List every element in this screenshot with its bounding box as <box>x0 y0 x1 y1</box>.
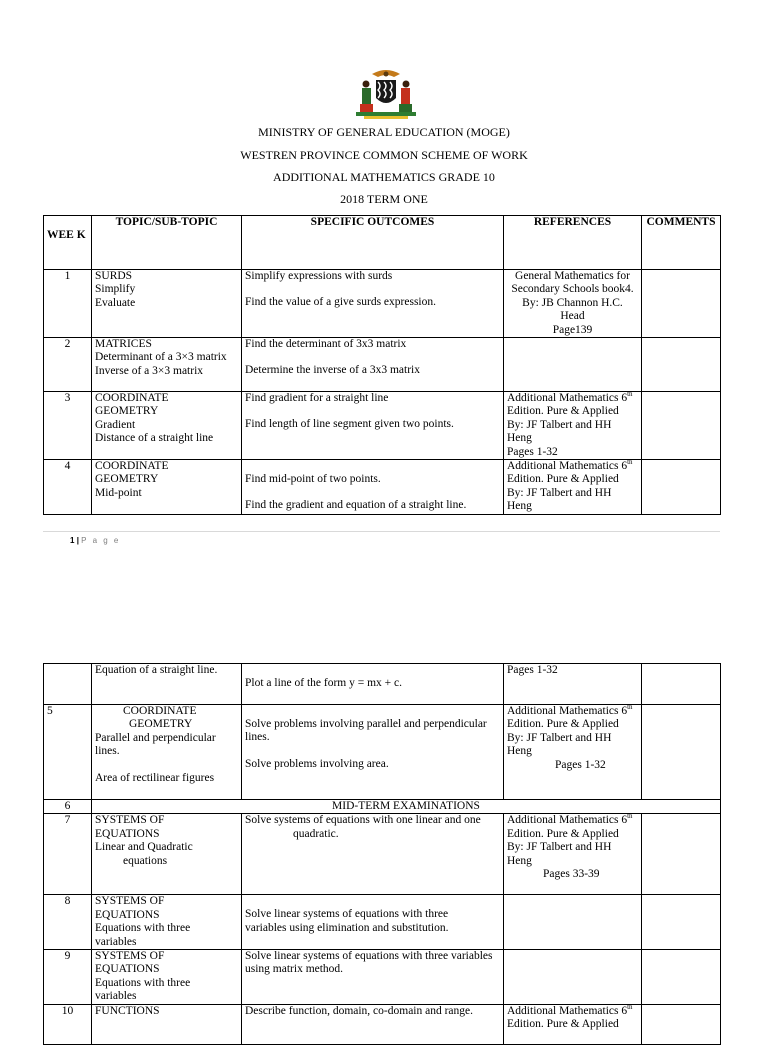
week-cell: 1 <box>44 270 92 338</box>
reference-line: Edition. Pure & Applied <box>507 1018 619 1031</box>
outcome-line: Describe function, domain, co-domain and range. <box>245 1004 474 1017</box>
table-row <box>44 664 721 705</box>
topic-line: variables <box>95 935 137 948</box>
references-header: REFERENCES <box>504 216 642 270</box>
topic-line: SYSTEMS OF <box>95 950 165 963</box>
outcomes-cell <box>242 705 504 800</box>
table-row <box>44 270 721 338</box>
outcomes-cell <box>242 392 504 460</box>
references-cell <box>504 392 642 460</box>
outcome-line: Solve problems involving area. <box>245 757 389 770</box>
comments-cell <box>642 1004 721 1044</box>
outcomes-cell <box>242 814 504 895</box>
topic-line: Equations with three <box>95 922 191 935</box>
page-number: 1 <box>70 536 75 545</box>
page-label: P a g e <box>81 536 121 545</box>
reference-line: By: JF Talbert and HH <box>507 418 612 431</box>
topic-cell <box>92 705 242 800</box>
topic-line: lines. <box>95 745 120 758</box>
topic-cell <box>92 664 242 705</box>
reference-line: Additional Mathematics 6th <box>507 1004 633 1017</box>
topic-line: Equation of a straight line. <box>95 664 218 676</box>
outcome-line: Find the determinant of 3x3 matrix <box>245 338 407 351</box>
week-cell: 6 <box>44 800 92 814</box>
week-cell: 5 <box>44 705 92 800</box>
topic-line: Equations with three <box>95 976 191 989</box>
topic-line: Distance of a straight line <box>95 432 214 445</box>
outcome-line: Determine the inverse of a 3x3 matrix <box>245 364 420 377</box>
topic-cell <box>92 950 242 1005</box>
week-cell <box>44 664 92 705</box>
outcome-line: Solve linear systems of equations with three variables <box>245 950 493 963</box>
reference-line: Heng <box>507 745 532 758</box>
table-row <box>44 950 721 1005</box>
week-cell: 10 <box>44 1004 92 1044</box>
references-cell <box>504 270 642 338</box>
references-cell <box>504 460 642 515</box>
coat-of-arms-icon <box>342 68 430 120</box>
reference-line: Pages 33-39 <box>543 868 600 881</box>
table-row <box>44 460 721 515</box>
midterm-row <box>44 800 721 814</box>
outcome-line: Solve linear systems of equations with three <box>245 908 449 921</box>
reference-line: Edition. Pure & Applied <box>507 473 619 486</box>
reference-line: Head <box>560 310 585 323</box>
week-cell: 7 <box>44 814 92 895</box>
subject-heading: ADDITIONAL MATHEMATICS GRADE 10 <box>273 170 495 184</box>
reference-line: By: JF Talbert and HH <box>507 486 612 499</box>
topic-line: Determinant of a 3×3 matrix <box>95 351 227 364</box>
outcome-line: Solve systems of equations with one linear and one <box>245 814 481 827</box>
topic-line: equations <box>123 854 168 867</box>
topic-cell <box>92 1004 242 1044</box>
comments-cell <box>642 664 721 705</box>
outcomes-cell <box>242 338 504 392</box>
footer-divider <box>43 531 720 532</box>
topic-line: GEOMETRY <box>95 405 159 418</box>
table-row <box>44 814 721 895</box>
table-row <box>44 705 721 800</box>
topic-cell <box>92 895 242 950</box>
page-separator: | <box>76 536 79 545</box>
topic-line: FUNCTIONS <box>95 1004 160 1017</box>
topic-line: GEOMETRY <box>129 718 193 731</box>
comments-cell <box>642 270 721 338</box>
outcome-line: quadratic. <box>293 827 339 840</box>
topic-line: Area of rectilinear figures <box>95 771 215 784</box>
table-header-row <box>44 216 721 270</box>
topic-cell <box>92 338 242 392</box>
reference-line: Additional Mathematics 6th <box>507 704 633 717</box>
table-row <box>44 1004 721 1044</box>
references-cell <box>504 664 642 705</box>
table-row <box>44 392 721 460</box>
comments-header: COMMENTS <box>642 216 721 270</box>
reference-line: Pages 1-32 <box>507 445 558 458</box>
topic-line: Gradient <box>95 418 136 431</box>
table-row <box>44 338 721 392</box>
week-cell: 9 <box>44 950 92 1005</box>
reference-line: Pages 1-32 <box>507 664 558 676</box>
reference-line: Heng <box>507 500 532 513</box>
outcomes-cell <box>242 895 504 950</box>
topic-line: MATRICES <box>95 338 152 351</box>
topic-line: COORDINATE <box>123 705 197 717</box>
reference-line: Page139 <box>552 323 593 336</box>
outcomes-cell <box>242 270 504 338</box>
ministry-heading: MINISTRY OF GENERAL EDUCATION (MOGE) <box>258 125 510 139</box>
topic-line: SURDS <box>95 270 133 282</box>
comments-cell <box>642 392 721 460</box>
topic-line: EQUATIONS <box>95 963 160 976</box>
comments-cell <box>642 705 721 800</box>
topic-line: COORDINATE <box>95 460 169 473</box>
comments-cell <box>642 814 721 895</box>
reference-line: By: JF Talbert and HH <box>507 841 612 854</box>
outcome-line: Find mid-point of two points. <box>245 473 381 486</box>
province-heading: WESTREN PROVINCE COMMON SCHEME OF WORK <box>240 148 528 162</box>
outcome-line: Find the value of a give surds expression. <box>245 296 436 309</box>
reference-line: Edition. Pure & Applied <box>507 405 619 418</box>
reference-line: Secondary Schools book4. <box>511 283 634 296</box>
week-cell: 4 <box>44 460 92 515</box>
reference-line: Heng <box>507 432 532 445</box>
topic-header: TOPIC/SUB-TOPIC <box>92 216 242 270</box>
outcome-line: Plot a line of the form y = mx + c. <box>245 677 403 689</box>
reference-line: Additional Mathematics 6th <box>507 459 633 473</box>
week-cell: 8 <box>44 895 92 950</box>
references-cell <box>504 705 642 800</box>
week-cell: 3 <box>44 392 92 460</box>
topic-line: Mid-point <box>95 486 142 499</box>
outcome-line: using matrix method. <box>245 963 344 976</box>
topic-line: Simplify <box>95 283 136 296</box>
comments-cell <box>642 895 721 950</box>
week-cell: 2 <box>44 338 92 392</box>
outcome-line: variables using elimination and substitution. <box>245 921 449 934</box>
topic-line: SYSTEMS OF <box>95 895 165 908</box>
topic-line: EQUATIONS <box>95 908 160 921</box>
topic-line: variables <box>95 990 137 1003</box>
references-cell <box>504 338 642 392</box>
outcome-line: lines. <box>245 731 270 744</box>
references-cell <box>504 950 642 1005</box>
reference-line: By: JB Channon H.C. <box>522 296 623 309</box>
outcomes-cell <box>242 1004 504 1044</box>
topic-cell <box>92 814 242 895</box>
term-heading: 2018 TERM ONE <box>340 192 428 206</box>
topic-line: GEOMETRY <box>95 473 159 486</box>
midterm-cell: MID-TERM EXAMINATIONS <box>92 800 721 814</box>
reference-line: Edition. Pure & Applied <box>507 718 619 731</box>
reference-line: Edition. Pure & Applied <box>507 827 619 840</box>
reference-line: Pages 1-32 <box>555 758 606 771</box>
reference-line: Additional Mathematics 6th <box>507 813 633 827</box>
scheme-table-page2 <box>43 663 721 1045</box>
outcome-line: Find length of line segment given two points. <box>245 418 454 431</box>
outcomes-cell <box>242 664 504 705</box>
topic-cell <box>92 270 242 338</box>
outcomes-header: SPECIFIC OUTCOMES <box>242 216 504 270</box>
comments-cell <box>642 338 721 392</box>
table-row <box>44 895 721 950</box>
topic-cell <box>92 392 242 460</box>
references-cell <box>504 814 642 895</box>
comments-cell <box>642 950 721 1005</box>
outcome-line: Solve problems involving parallel and perpendicular <box>245 718 487 730</box>
outcomes-cell <box>242 950 504 1005</box>
reference-line: Additional Mathematics 6th <box>507 391 633 405</box>
comments-cell <box>642 460 721 515</box>
topic-line: Linear and Quadratic <box>95 841 193 854</box>
topic-cell <box>92 460 242 515</box>
references-cell <box>504 895 642 950</box>
page-footer <box>70 534 120 547</box>
outcomes-cell <box>242 460 504 515</box>
outcome-line: Simplify expressions with surds <box>245 270 393 282</box>
week-header: WEE K <box>44 216 92 270</box>
topic-line: COORDINATE <box>95 392 169 405</box>
outcome-line: Find the gradient and equation of a straight line. <box>245 499 467 512</box>
topic-line: Inverse of a 3×3 matrix <box>95 364 204 377</box>
topic-line: Evaluate <box>95 296 136 309</box>
scheme-table-page1 <box>43 215 721 515</box>
references-cell <box>504 1004 642 1044</box>
topic-line: EQUATIONS <box>95 827 160 840</box>
topic-line: Parallel and perpendicular <box>95 731 216 744</box>
reference-line: General Mathematics for <box>515 270 630 282</box>
outcome-line: Find gradient for a straight line <box>245 392 389 405</box>
reference-line: By: JF Talbert and HH <box>507 731 612 744</box>
topic-line: SYSTEMS OF <box>95 814 165 827</box>
reference-line: Heng <box>507 854 532 867</box>
